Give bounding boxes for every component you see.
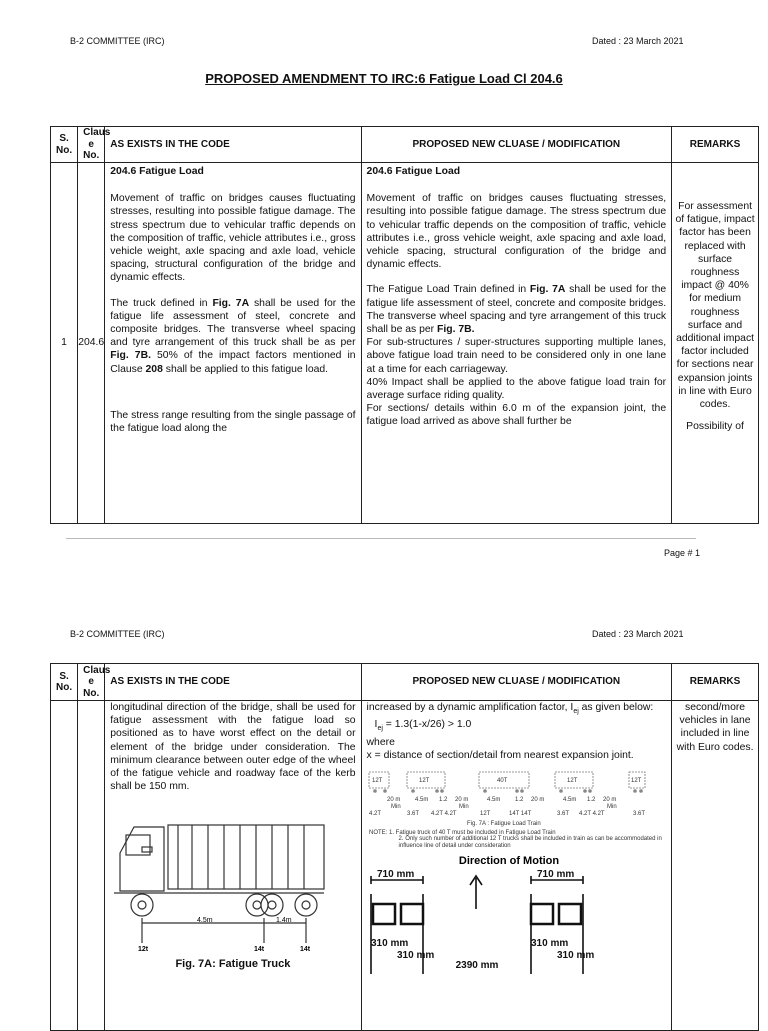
col-sno-header: S. No. — [51, 664, 78, 701]
width-left-label: 710 mm — [376, 868, 414, 880]
existing-cell — [105, 701, 361, 1031]
remarks-cell — [672, 163, 759, 524]
train-truck-2: 12T — [418, 777, 429, 784]
col-existing-header: AS EXISTS IN THE CODE — [105, 664, 361, 701]
where-text: where — [366, 736, 395, 748]
direction-of-motion-label: Direction of Motion — [458, 854, 559, 867]
truck-figure-caption: Fig. 7A: Fatigue Truck — [175, 958, 291, 971]
train-spacing: 20 m — [386, 796, 400, 803]
load-14t-b: 14t — [300, 946, 311, 954]
proposed-para3: For sub-structures / super-structures supporting multiple lanes, above fatigue load train need to be considered only in one lane at a time for each carriageway. — [366, 337, 667, 375]
remarks-para2: Possibility of — [686, 421, 744, 433]
train-spacing: 4.5m — [486, 796, 500, 803]
train-spacing: 4.5m — [414, 796, 428, 803]
train-spacing: 4.5m — [562, 796, 576, 803]
col-clause-header: Claus e No. — [78, 664, 105, 701]
axle-load: 3.6T — [556, 810, 569, 817]
load-12t: 12t — [138, 946, 149, 954]
dim-1-4m: 1.4m — [276, 917, 292, 925]
proposed-para5: For sections/ details within 6.0 m of the expansion joint, the fatigue load arrived as above shall further be — [366, 403, 667, 428]
train-spacing: 20 m — [530, 796, 544, 803]
train-truck-3: 40T — [496, 777, 507, 784]
col-existing-header: AS EXISTS IN THE CODE — [105, 127, 361, 163]
proposed-para2: The Fatigue Load Train defined in Fig. 7A shall be used for the fatigue life assessment of steel, concrete and composite bridges. The transverse wheel spacing and tyre arrangement of this truck shall be as per Fig. 7B. — [366, 284, 667, 336]
train-note-2: 2. Only such number of additional 12 T trucks shall be included in train as can be accommodated in influence line of detail under consideration — [398, 835, 662, 849]
committee-header: B-2 COMMITTEE (IRC) — [70, 36, 165, 46]
amplification-formula: $I_{ej} = 1.3(1-x/26) > 1.0$ — [374, 719, 472, 733]
train-min: Min — [458, 803, 469, 810]
col-remarks-header: REMARKS — [672, 127, 759, 163]
axle-load: 3.6T — [406, 810, 419, 817]
train-spacing: 1.2 — [438, 796, 447, 803]
page-divider — [66, 538, 696, 539]
date-header: Dated : 23 March 2021 — [592, 36, 684, 46]
table-row — [51, 163, 759, 524]
fatigue-load-train-figure — [367, 770, 651, 836]
table-header-row — [51, 127, 759, 163]
axle-load: 4.2T — [368, 810, 381, 817]
tyre-arrangement-figure — [367, 854, 651, 974]
proposed-cell — [361, 163, 672, 524]
train-spacing: 20 m — [602, 796, 616, 803]
tyre-dim-left-2: 310 mm — [396, 949, 434, 961]
table-header-row — [51, 664, 759, 701]
existing-para3: The stress range resulting from the single passage of the fatigue load along the — [110, 409, 356, 435]
tyre — [531, 904, 553, 924]
amendment-table-page2 — [50, 663, 759, 1031]
sno-cell-empty — [51, 701, 78, 1031]
remarks-para1: For assessment of fatigue, impact factor has been replaced with surface roughness impact @ 40% for medium roughness surface and additional impact factor included for sections near expansion joints in line with Euro codes. — [675, 201, 755, 411]
train-truck-5: 12T — [630, 777, 641, 784]
train-min: Min — [606, 803, 617, 810]
center-spacing-label: 2390 mm — [455, 959, 498, 971]
clause-cell: 204.6 — [78, 163, 105, 524]
committee-header-page2: B-2 COMMITTEE (IRC) — [70, 629, 165, 639]
train-spacing: 20 m — [454, 796, 468, 803]
existing-para1: Movement of traffic on bridges causes fluctuating stresses, resulting into possible fatigue damage. The stress spectrum due to vehicular traffic depends on the composition of traffic, vehicle attributes i.e., gross vehicle weight, axle spacing and axle load, vehicle spacing, structural configuration of the bridge and dynamic effects. — [110, 193, 356, 284]
width-right-label: 710 mm — [536, 868, 574, 880]
front-wheel — [131, 894, 153, 916]
col-proposed-header: PROPOSED NEW CLUASE / MODIFICATION — [361, 664, 672, 701]
document-title: PROPOSED AMENDMENT TO IRC:6 Fatigue Load Cl 204.6 — [205, 71, 563, 86]
amendment-table-page1 — [50, 126, 759, 524]
col-proposed-header: PROPOSED NEW CLUASE / MODIFICATION — [361, 127, 672, 163]
train-caption: Fig. 7A : Fatigue Load Train — [466, 820, 541, 827]
remarks-cell — [672, 701, 759, 1031]
tyre-dim-right-2: 310 mm — [556, 949, 594, 961]
date-header-page2: Dated : 23 March 2021 — [592, 629, 684, 639]
proposed-cell — [361, 701, 672, 1031]
axle-load: 4.2T 4.2T — [578, 810, 605, 817]
axle-load: 3.6T — [632, 810, 645, 817]
existing-heading: 204.6 Fatigue Load — [110, 166, 204, 177]
tyre — [559, 904, 581, 924]
existing-para-continued: longitudinal direction of the bridge, shall be used for fatigue assessment with the fatigue load so positioned as to have worst effect on the detail or element of the bridge under consideration. The minimum clearance between outer edge of the wheel of the fatigue vehicle and roadway face of the kerb shall be 150 mm. — [110, 702, 356, 793]
col-remarks-header: REMARKS — [672, 664, 759, 701]
sno-cell: 1 — [51, 163, 78, 524]
tyre-dim-left-1: 310 mm — [370, 937, 408, 949]
existing-cell — [105, 163, 361, 524]
col-sno-header: S. No. — [51, 127, 78, 163]
clause-cell-empty — [78, 701, 105, 1031]
fatigue-truck-figure — [112, 823, 338, 958]
table-row — [51, 701, 759, 1031]
x-definition: x = distance of section/detail from nearest expansion joint. — [366, 749, 634, 761]
dim-4-5m: 4.5m — [197, 917, 213, 925]
tyre-dim-right-1: 310 mm — [530, 937, 568, 949]
col-clause-header: Claus e No. — [78, 127, 105, 163]
proposed-para-continued: increased by a dynamic amplification factor, $I_{ej}$ as given below: — [366, 702, 654, 716]
tyre — [401, 904, 423, 924]
proposed-heading: 204.6 Fatigue Load — [366, 166, 461, 177]
axle-load: 12T — [479, 810, 490, 817]
proposed-para1: Movement of traffic on bridges causes fluctuating stresses, resulting into possible fatigue damage. The stress spectrum due to vehicular traffic depends on the composition of traffic, vehicle attributes i.e., gross vehicle weight, axle spacing and axle load, vehicle spacing, structural configuration of the bridge and dynamic effects. — [366, 193, 667, 271]
train-spacing: 1.2 — [514, 796, 523, 803]
train-truck-4: 12T — [566, 777, 577, 784]
page-number: Page # 1 — [664, 548, 701, 558]
train-min: Min — [390, 803, 401, 810]
axle-load: 14T 14T — [508, 810, 531, 817]
train-note-1: NOTE: 1. Fatigue truck of 40 T must be included in Fatigue Load Train — [368, 829, 556, 836]
train-spacing: 1.2 — [586, 796, 595, 803]
tyre — [373, 904, 395, 924]
train-truck-1: 12T — [371, 777, 382, 784]
existing-para2: The truck defined in Fig. 7A shall be used for the fatigue life assessment of steel, concrete and composite bridges. The transverse wheel spacing and tyre arrangement of this truck shall be as per Fig. 7B. 50% of the impact factors mentioned in Clause 208 shall be applied to this fatigue load. — [110, 297, 356, 375]
remarks-continued: second/more vehicles in lane included in line with Euro codes. — [676, 702, 754, 753]
axle-load: 4.2T 4.2T — [430, 810, 457, 817]
proposed-para4: 40% Impact shall be applied to the above fatigue load train for average surface riding quality. — [366, 376, 667, 402]
load-14t-a: 14t — [254, 946, 265, 954]
